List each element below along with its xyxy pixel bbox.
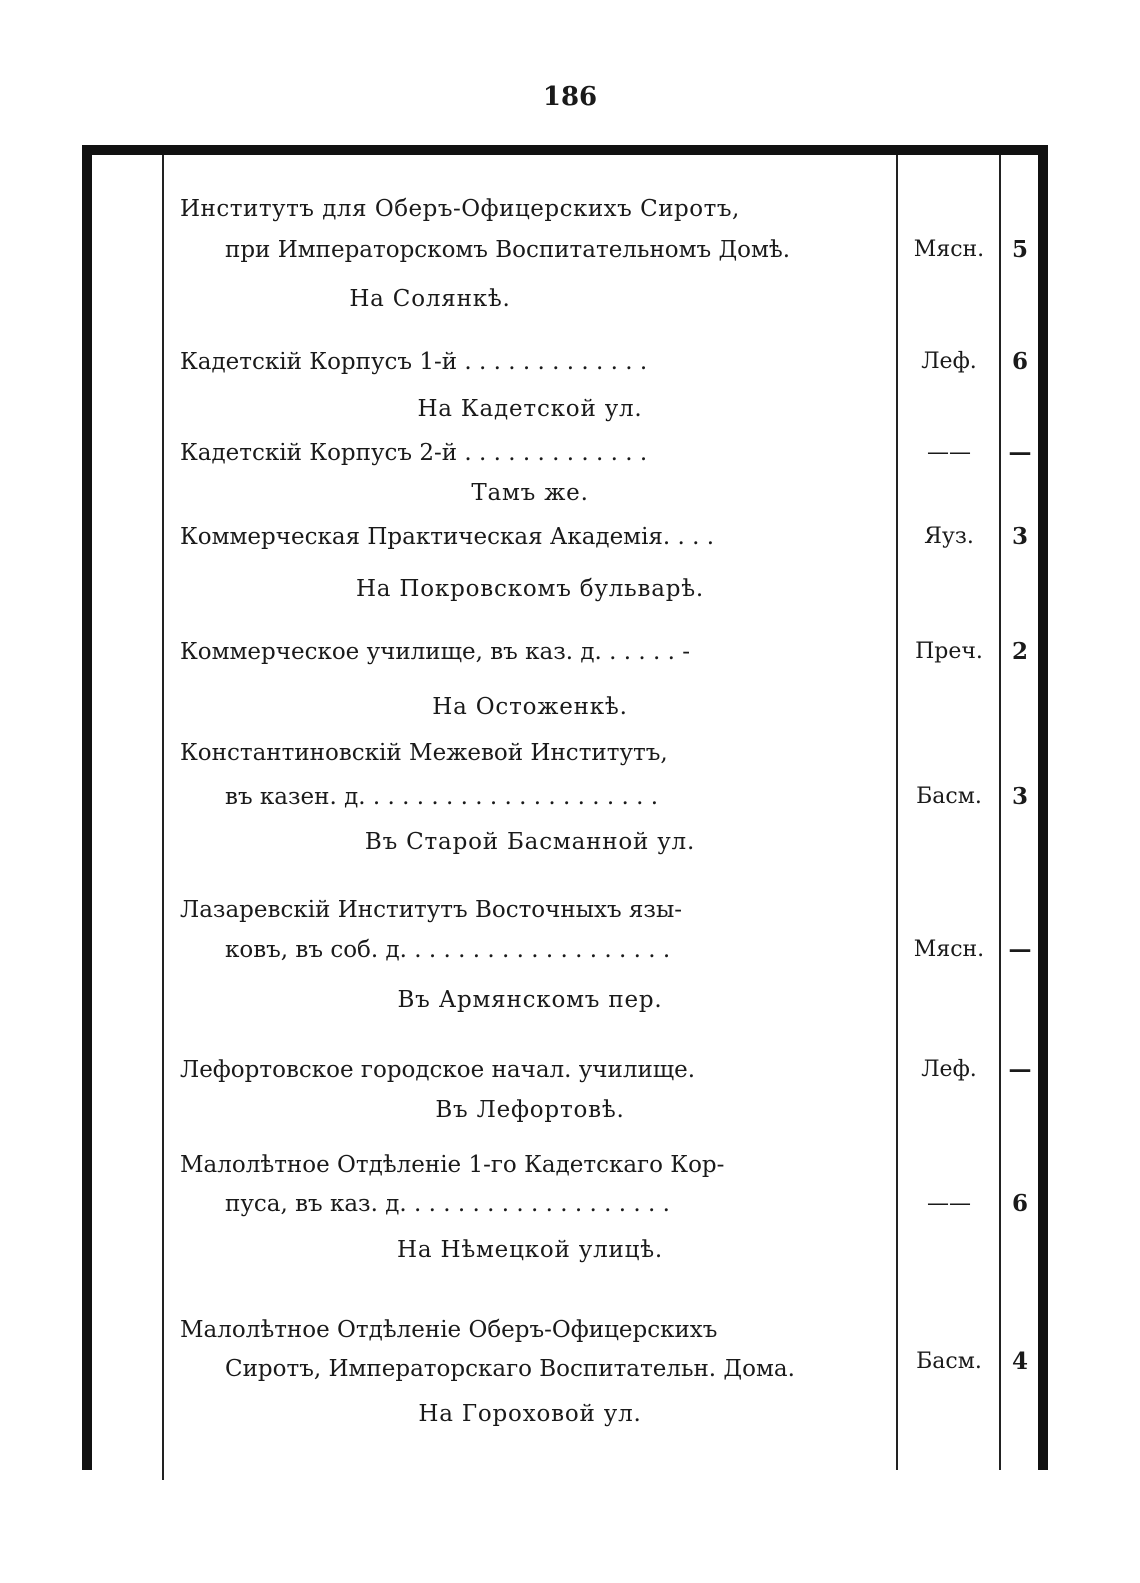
number-cell: 3 [1011,523,1028,550]
number-cell: — [1008,1056,1032,1083]
institution-name: Коммерческое училище, въ каз. д. . . . . . - [180,639,691,665]
number-cell: — [1008,439,1032,466]
institution-name: Малолѣтное Отдѣленіе 1-го Кадетскаго Кор- [180,1152,725,1178]
number-cell: — [1008,936,1032,963]
number-cell: 6 [1011,1190,1028,1217]
address: На Нѣмецкой улицѣ. [396,1237,663,1263]
address: Въ Армянскомъ пер. [397,987,663,1013]
district-cell: —— [927,1191,971,1216]
address: На Покровскомъ бульварѣ. [355,576,705,602]
number-cell: 2 [1011,638,1028,665]
number-cell: 3 [1011,783,1028,810]
institution-name-continued: пуса, въ каз. д. . . . . . . . . . . . . . . . . . . [225,1191,670,1217]
page-number: 186 [542,82,598,112]
address: На Гороховой ул. [418,1401,642,1427]
institution-name: Лазаревскій Институтъ Восточныхъ язы- [180,897,683,923]
district-cell: Леф. [921,1057,977,1082]
district-cell: Преч. [915,639,983,664]
institution-name-continued: при Императорскомъ Воспитательномъ Домѣ. [225,237,791,263]
district-cell: —— [927,440,971,465]
institution-name-continued: ковъ, въ соб. д. . . . . . . . . . . . . . . . . . . [225,937,671,963]
district-cell: Яуз. [924,524,974,549]
district-cell: Леф. [921,349,977,374]
district-cell: Мясн. [913,237,985,262]
address: Въ Лефортовѣ. [435,1097,625,1123]
address: Въ Старой Басманной ул. [364,829,696,855]
institution-name-continued: въ казен. д. . . . . . . . . . . . . . . . . . . . . [225,784,659,810]
district-cell: Мясн. [913,937,985,962]
address: На Солянкѣ. [349,286,511,312]
institution-name: Коммерческая Практическая Академія. . . . [180,524,715,550]
number-cell: 4 [1011,1348,1028,1375]
institution-name: Кадетскій Корпусъ 1-й . . . . . . . . . . . . . [180,349,648,375]
institution-name: Малолѣтное Отдѣленіе Оберъ-Офицерскихъ [180,1317,718,1343]
institution-name: Кадетскій Корпусъ 2-й . . . . . . . . . . . . . [180,440,648,466]
institution-name: Константиновскій Межевой Институтъ, [180,740,668,766]
address: На Остоженкѣ. [432,694,628,720]
district-cell: Басм. [916,784,982,809]
institution-name: Лефортовское городское начал. училище. [180,1057,696,1083]
institution-name: Институтъ для Оберъ-Офицерскихъ Сиротъ, [180,196,740,222]
number-cell: 5 [1011,236,1028,263]
address: На Кадетской ул. [417,396,643,422]
address: Тамъ же. [471,480,589,506]
number-cell: 6 [1011,348,1028,375]
institution-name-continued: Сиротъ, Императорскаго Воспитательн. Дома. [225,1356,795,1382]
district-cell: Басм. [916,1349,982,1374]
